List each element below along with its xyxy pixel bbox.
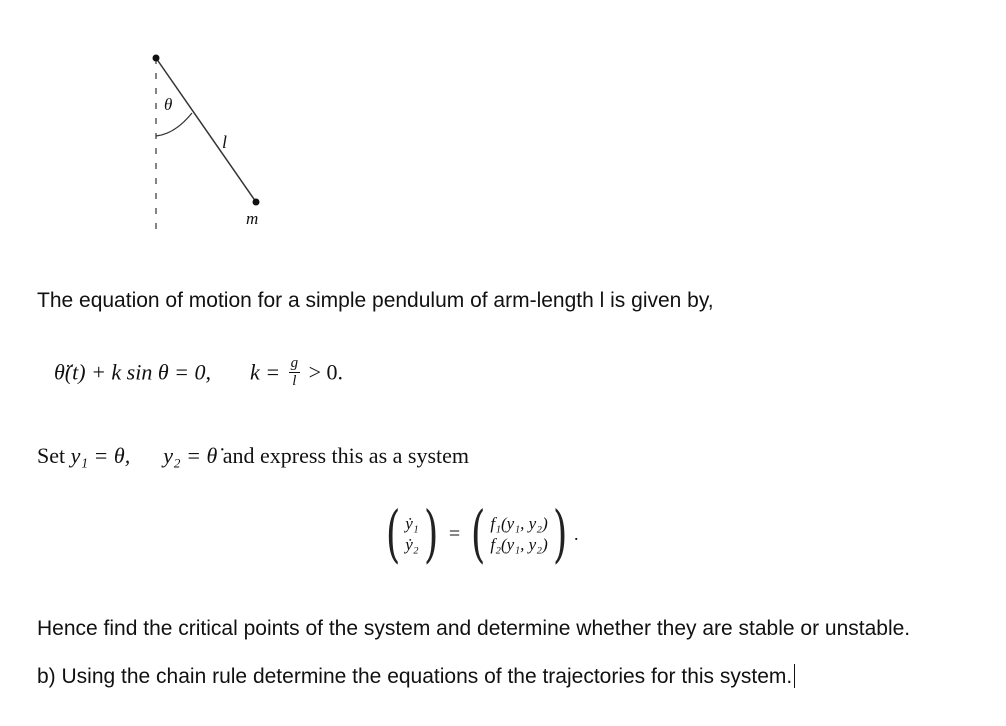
derivative-vector [405, 513, 418, 555]
right-paren-close: ) [552, 497, 568, 570]
derivative-y1: ẏ₁ [405, 514, 419, 533]
intro-text: The equation of motion for a simple pendulum of arm-length l is given by, [37, 289, 714, 312]
g-over-l-fraction [289, 356, 301, 389]
fraction-numerator: g [290, 355, 299, 371]
function-vector [490, 513, 547, 555]
function-f1: f₁(y₁, y₂) [490, 514, 548, 533]
function-f2: f₂(y₁, y₂) [490, 535, 548, 554]
pendulum-bob [253, 199, 260, 206]
pendulum-diagram [120, 40, 300, 250]
hence-text: Hence find the critical points of the system and determine whether they are stable or unstable. [37, 617, 911, 640]
equation-lhs: θ̈(t) + k sin θ = 0, [54, 359, 212, 385]
length-label: l [222, 132, 228, 152]
system-period: . [573, 523, 579, 544]
set-word: Set [37, 443, 66, 468]
equation-tail: > 0. [308, 359, 344, 385]
set-line [37, 443, 469, 469]
mass-label: m [246, 209, 259, 228]
part-b-text: b) Using the chain rule determine the equations of the trajectories for this system. [37, 665, 793, 688]
k-label: k = [250, 359, 281, 385]
angle-label: θ [164, 95, 173, 114]
left-paren-open: ( [385, 497, 401, 570]
pivot-point [153, 55, 160, 62]
left-paren-close: ) [423, 497, 439, 570]
text-cursor [794, 664, 795, 688]
right-paren-open: ( [470, 497, 486, 570]
angle-arc [156, 113, 192, 136]
system-equals: = [448, 522, 461, 545]
system-equation [381, 497, 579, 570]
pendulum-arm [156, 58, 256, 202]
y2-definition: y₂ = θ̇ [163, 443, 218, 468]
equation-of-motion [54, 355, 344, 391]
part-b-line[interactable] [37, 664, 795, 689]
fraction-denominator: l [292, 373, 297, 389]
set-line-tail: and express this as a system [222, 443, 470, 468]
y1-definition: y₁ = θ, [70, 443, 131, 468]
derivative-y2: ẏ₂ [405, 535, 419, 554]
